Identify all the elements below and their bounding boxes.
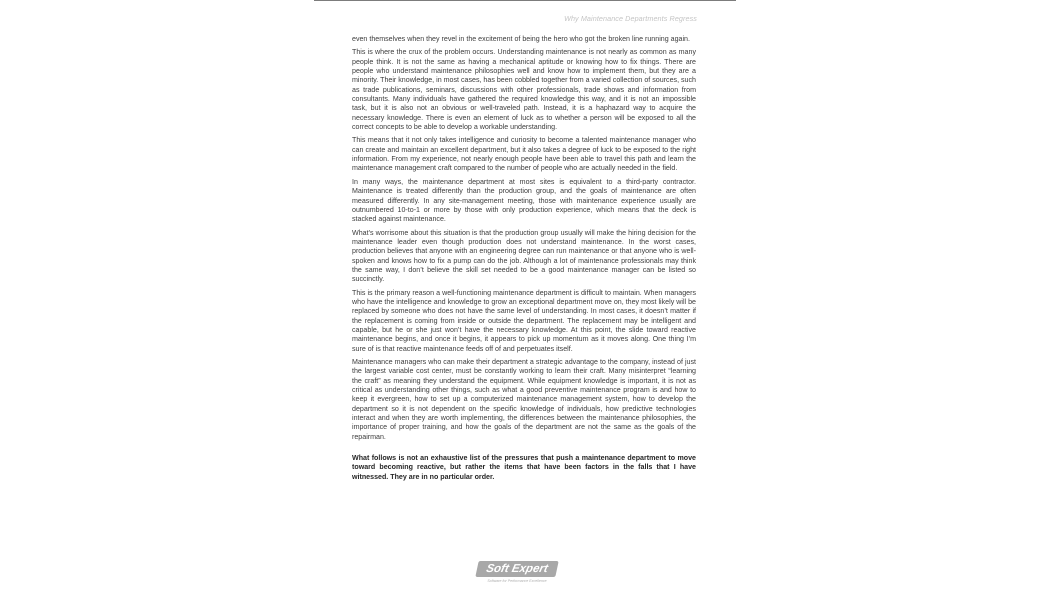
paragraph: Maintenance managers who can make their department a strategic advantage to the company, instead of just the largest variable cost center, must be constantly working to learn their craft. Many misinterpret “learning the craft” as meaning they understand the equipment. While equipment knowledge is important, it is not as critical as understanding other things, such as what a good preventive maintenance program is and how to keep it evergreen, how to set up a computerized maintenance management system, how to develop the department so it is not dependent on the specific knowledge of individuals, how predictive technologies interact and when they are worth implementing, the differences between the maintenance philosophies, the importance of proper training, and how the goals of the department are not the same as the goals of the repairman.	[352, 358, 696, 441]
logo-mark	[475, 561, 558, 577]
paragraph: In many ways, the maintenance department at most sites is equivalent to a third-party contractor. Maintenance is treated differently than the production group, and the goals of maintenance are often measured differently. In any site-management meeting, those with maintenance experience usually are outnumbered 10-to-1 or more by those with only production experience, which means that the deck is stacked against maintenance.	[352, 177, 696, 224]
paragraph: This means that it not only takes intelligence and curiosity to become a talented maintenance manager who can create and maintain an excellent department, but it also takes a degree of luck to be exposed to the right information. From my experience, not nearly enough people have been able to travel this path and learn the maintenance management craft compared to the number of people who are actually needed in the field.	[352, 136, 696, 173]
running-header: Why Maintenance Departments Regress	[564, 14, 697, 23]
closing-bold-paragraph: What follows is not an exhaustive list of the pressures that push a maintenance department to move toward becoming reactive, but rather the items that have been factors in the falls that I have witnessed. They are in no particular order.	[352, 454, 696, 481]
logo-tagline: Software for Performance Excellence	[487, 579, 547, 583]
softexpert-logo	[475, 561, 561, 587]
paragraph: This is where the crux of the problem occurs. Understanding maintenance is not nearly as common as many people think. It is not the same as having a mechanical aptitude or knowing how to fix things. There are people who understand maintenance philosophies well and know how to implement them, but they are a minority. Their knowledge, in most cases, has been cobbled together from a varied collection of sources, such as trade publications, seminars, discussions with other professionals, trade shows and information from consultants. Many individuals have gathered the required knowledge this way, and it is not an impossible task, but it is also not an obvious or well-traveled path. Instead, it is a haphazard way to acquire the necessary knowledge. There is even an element of luck as to whether a person will be exposed to all the correct concepts to be able to develop a workable understanding.	[352, 48, 696, 132]
paragraph: What’s worrisome about this situation is that the production group usually will make the hiring decision for the maintenance leader even though production does not understand maintenance. In the worst cases, production believes that anyone with an engineering degree can run maintenance or that anyone who is well-spoken and knows how to fix a pump can do the job. Although a lot of maintenance professionals may think the same way, I don’t believe the skill set needed to be a good maintenance manager can be listed so succinctly.	[352, 228, 696, 284]
body-text	[352, 35, 696, 486]
paragraph: even themselves when they revel in the excitement of being the hero who got the broken line running again.	[352, 35, 690, 43]
paragraph: This is the primary reason a well-functioning maintenance department is difficult to maintain. When managers who have the intelligence and knowledge to grow an exceptional department move on, they most likely will be replaced by someone who does not have the same level of understanding. In most cases, it doesn’t matter if the replacement is coming from inside or outside the department. The replacement may be intelligent and capable, but he or she just won’t have the necessary knowledge. At this point, the slide toward reactive maintenance begins, and once it begins, it appears to pick up momentum as it moves along. One thing I’m sure of is that reactive maintenance feeds off of and perpetuates itself.	[352, 288, 696, 353]
document-page	[314, 0, 736, 600]
logo-text: Soft Expert	[485, 563, 549, 575]
